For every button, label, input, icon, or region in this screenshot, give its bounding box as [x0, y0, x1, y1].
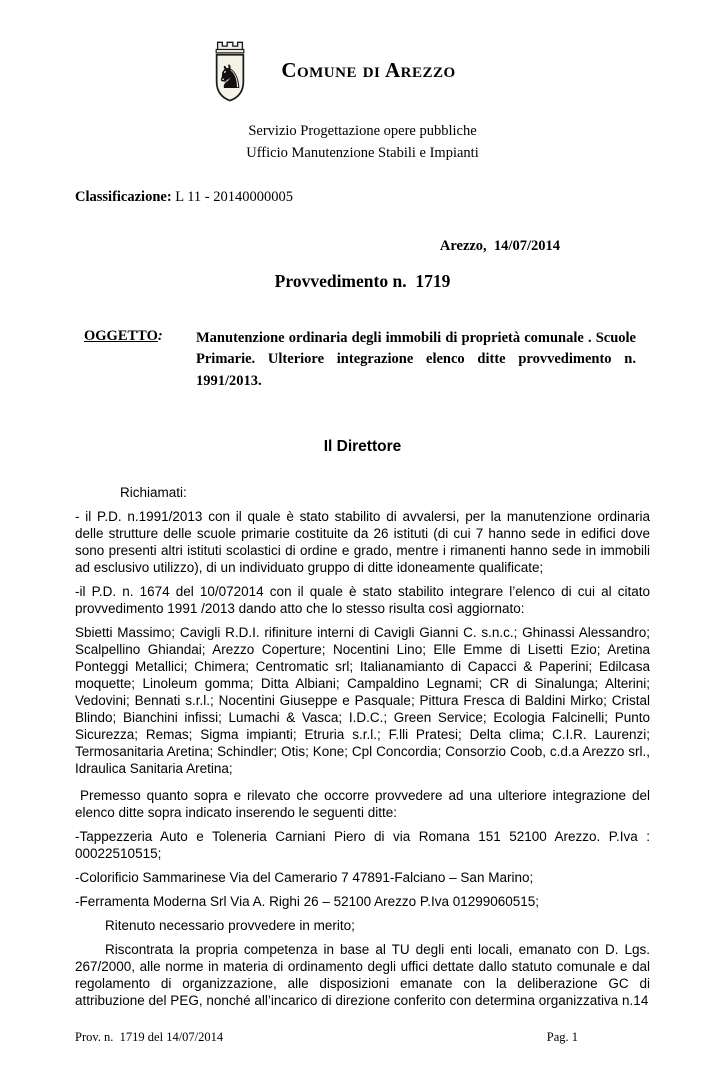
paragraph-ditta-ferramenta: -Ferramenta Moderna Srl Via A. Righi 26 – 52100 Arezzo P.Iva 01299060515;	[75, 894, 540, 910]
service-line-1: Servizio Progettazione opere pubbliche	[248, 123, 477, 139]
paragraph-premesso: Premesso quanto sopra e rilevato che occorre provvedere ad una ulteriore integrazione del elenco ditte sopra indicato inserendo le seguenti ditte:	[75, 788, 650, 821]
paragraph-companies-list: Sbietti Massimo; Cavigli R.D.I. rifiniture interni di Cavigli Gianni C. s.n.c.; Ghinassi Alessandro; Scalpellino Ghiandai; Arezzo Coperture; Nocentini Lino; Elle Emme di Lisetti Ezio; Aretina Ponteggi Metallici; Chimera; Centromatic srl; Italianamianto di Capacci & Paperini; Edilcasa moquette; Linoleum gomma; Ditta Albiani; Campaldino Legnami; CR di Sinalunga; Alterini; Vedovini; Bennati s.r.l.; Nocentini Giuseppe e Pasquale; Pittura Fresca di Baldini Mirko; Cristal Blindo; Bianchini infissi; Lumachi & Vasca; I.D.C.; Green Service; Ecologia Falcinelli; Punto Sicurezza; Remas; Sigma impianti; Etruria s.r.l.; F.lli Pratesi; Delta clima; C.I.R. Laurenzi; Termosanitaria Aretina; Schindler; Otis; Kone; Cpl Concordia; Consorzio Coob, c.d.a Arezzo srl., Idraulica Sanitaria Aretina;	[75, 625, 650, 777]
document-title: Provvedimento n. 1719	[274, 270, 451, 291]
subject-label: OGGETTO	[84, 327, 158, 344]
municipality-title: Comune di Arezzo	[281, 57, 456, 82]
subject-row	[75, 328, 650, 392]
classification-value: L 11 - 20140000005	[171, 188, 294, 205]
paragraph-richiamati: Richiamati:	[120, 485, 187, 501]
classification-row	[75, 189, 650, 206]
paragraph-ditta-tappezzeria: -Tappezzeria Auto e Toleneria Carniani Piero di via Romana 151 52100 Arezzo. P.Iva : 00022510515;	[75, 829, 650, 862]
horse-glyph: ♞	[215, 58, 245, 97]
service-block	[75, 120, 650, 165]
paragraph-pd-1674: -il P.D. n. 1674 del 10/072014 con il quale è stato stabilito integrare l’elenco di cui al citato provvedimento 1991 /2013 dando atto che lo stesso risulta così aggiornato:	[75, 584, 650, 617]
footer-page-number: Pag. 1	[546, 1030, 578, 1045]
service-line-2: Ufficio Manutenzione Stabili e Impianti	[246, 145, 479, 162]
header-brand	[75, 36, 590, 104]
page-footer	[75, 1016, 650, 1045]
paragraph-ritenuto: Ritenuto necessario provvedere in merito;	[105, 918, 355, 934]
paragraph-pd-1991: - il P.D. n.1991/2013 con il quale è stato stabilito di avvalersi, per la manutenzione ordinaria delle strutture delle scuole primarie costituite da 26 istituti (di cui 7 hanno sede in edifici dove sono presenti altri istituti scolastici di ordine e grado, mentre i rimanenti hanno sede in immobili ad esclusivo utilizzo), di un individuato gruppo di ditte idoneamente qualificate;	[75, 509, 650, 576]
subject-label-wrap	[75, 328, 196, 345]
director-heading: Il Direttore	[323, 438, 402, 456]
paragraph-riscontrata: Riscontrata la propria competenza in base al TU degli enti locali, emanato con D. Lgs. 267/2000, alle norme in materia di ordinamento degli uffici dettate dallo statuto comunale e dal regolamento di organizzazione, alle disposizioni emanate con la deliberazione GC di attribuzione del PEG, nonché all’incarico di direzione conferito con determina organizzativa n.14	[75, 942, 650, 1009]
body-text	[75, 484, 650, 1016]
arezzo-coat-of-arms-icon	[209, 36, 251, 104]
classification-label: Classificazione:	[75, 188, 172, 205]
paragraph-ditta-colorificio: -Colorificio Sammarinese Via del Camerario 7 47891-Falciano – San Marino;	[75, 870, 534, 886]
place-date: Arezzo, 14/07/2014	[439, 237, 560, 254]
subject-colon: :	[157, 327, 163, 344]
subject-text: Manutenzione ordinaria degli immobili di proprietà comunale . Scuole Primarie. Ulteriore integrazione elenco ditte provvedimento n. 1991/2013.	[196, 329, 636, 389]
footer-provision-ref: Prov. n. 1719 del 14/07/2014	[75, 1030, 224, 1045]
